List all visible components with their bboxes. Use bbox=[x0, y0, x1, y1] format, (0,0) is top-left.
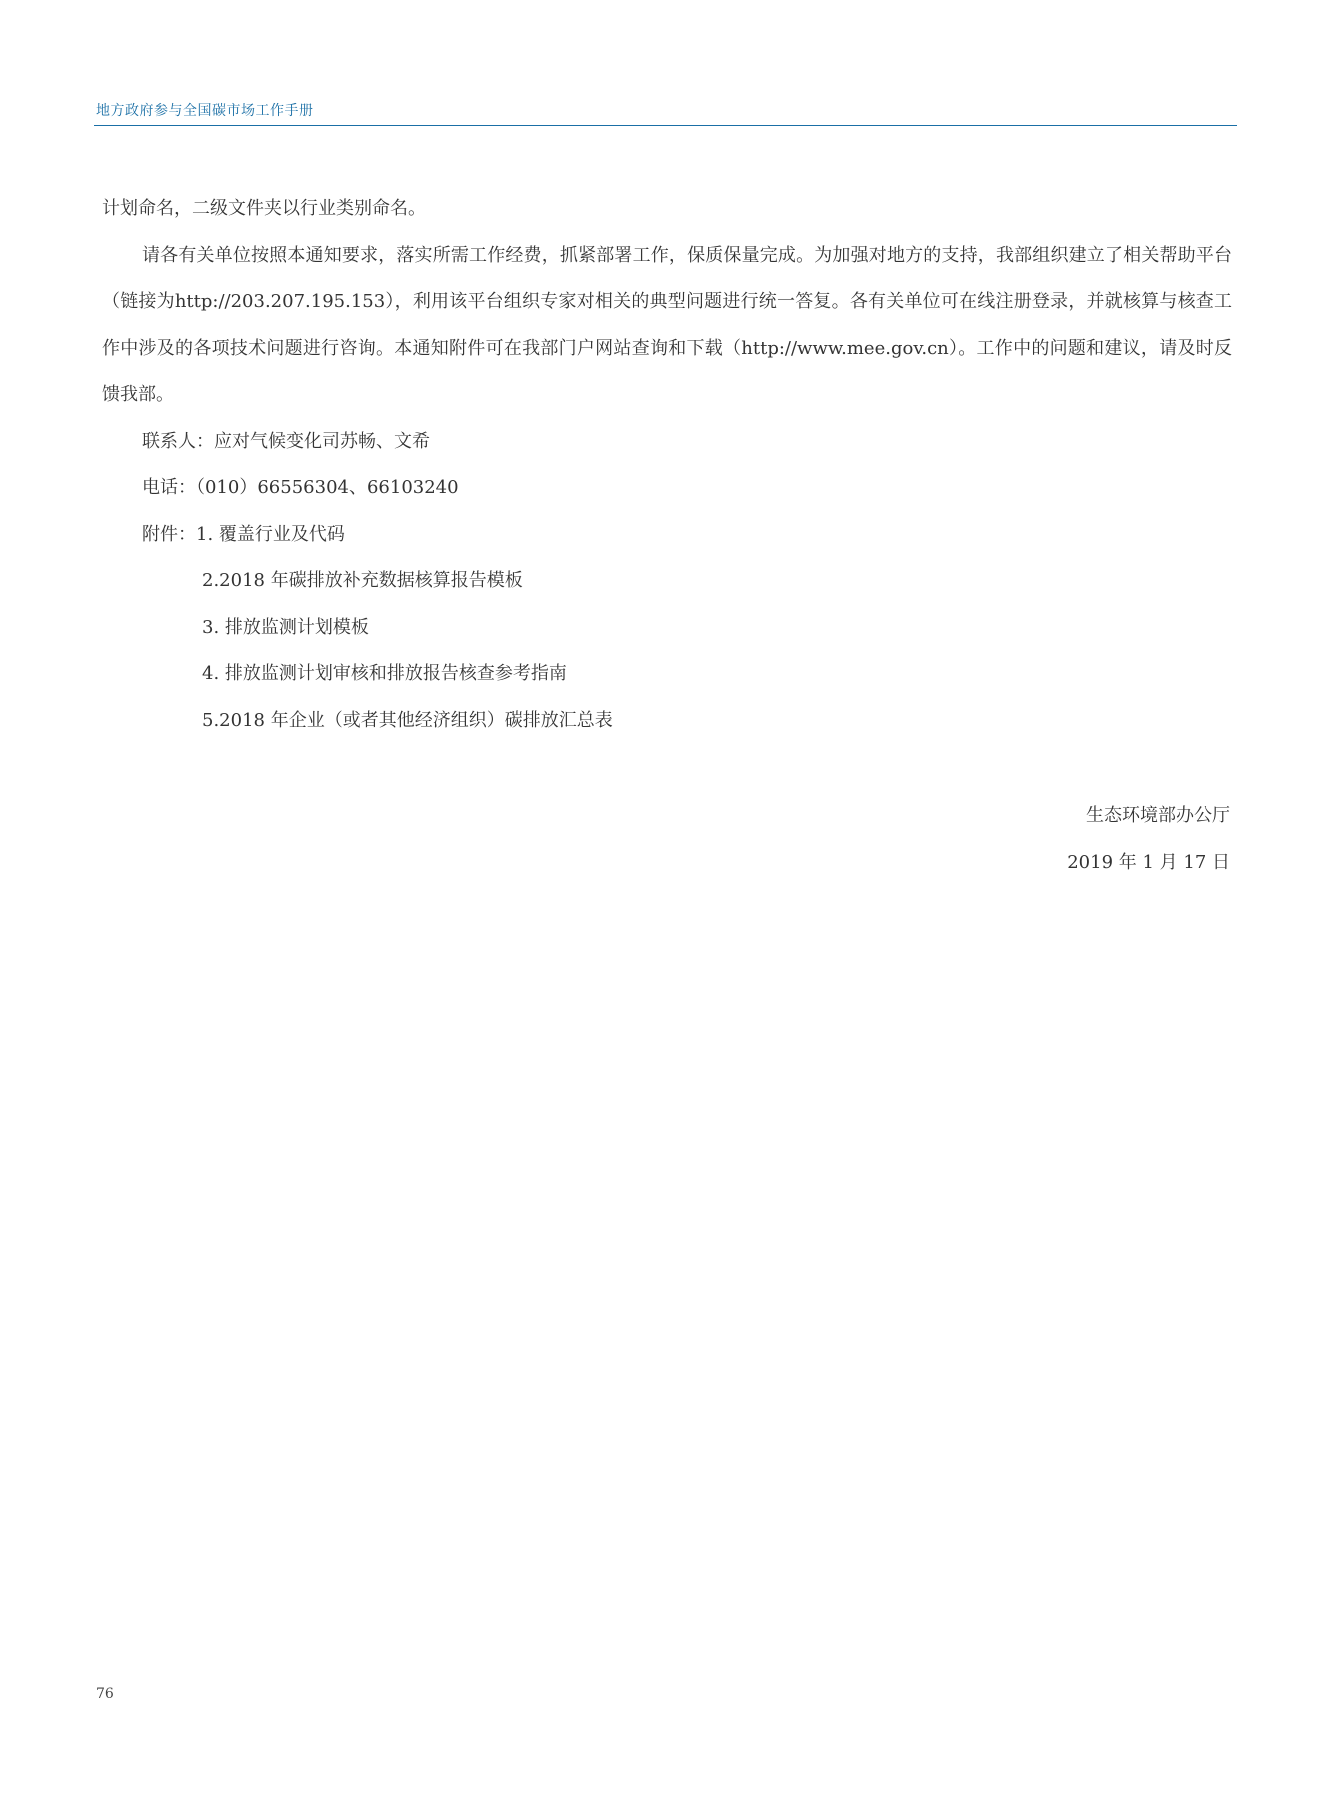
attachment-item: 2.2018 年碳排放补充数据核算报告模板 bbox=[202, 570, 523, 591]
header-divider bbox=[94, 125, 1237, 126]
attachment-item: 3. 排放监测计划模板 bbox=[202, 616, 369, 638]
issuing-office: 生态环境部办公厅 bbox=[1086, 805, 1230, 826]
attachment-item: 4. 排放监测计划审核和排放报告核查参考指南 bbox=[202, 663, 567, 684]
main-paragraph: 请各有关单位按照本通知要求，落实所需工作经费，抓紧部署工作，保质保量完成。为加强对地方的支持，我部组织建立了相关帮助平台（链接为http://203.207.195.153），利用该平台组织专家对相关的典型问题进行统一答复。各有关单位可在线注册登录，并就核算与核查工作中涉及的各项技术问题进行咨询。本通知附件可在我部门户网站查询和下载（http://www.mee.gov.cn）。工作中的问题和建议，请及时反馈我部。 bbox=[102, 244, 1232, 405]
contact-person: 联系人：应对气候变化司苏畅、文希 bbox=[142, 430, 430, 452]
running-header-title: 地方政府参与全国碳市场工作手册 bbox=[96, 103, 314, 119]
attachment-item: 附件：1. 覆盖行业及代码 bbox=[142, 523, 345, 545]
issue-date: 2019 年 1 月 17 日 bbox=[1067, 852, 1230, 873]
attachment-item: 5.2018 年企业（或者其他经济组织）碳排放汇总表 bbox=[202, 709, 613, 731]
signature-block bbox=[1067, 792, 1230, 886]
page-number: 76 bbox=[96, 1686, 114, 1702]
contact-phone: 电话：（010）66556304、66103240 bbox=[142, 477, 459, 498]
continued-line: 计划命名，二级文件夹以行业类别命名。 bbox=[102, 198, 426, 219]
document-body bbox=[102, 186, 1232, 744]
